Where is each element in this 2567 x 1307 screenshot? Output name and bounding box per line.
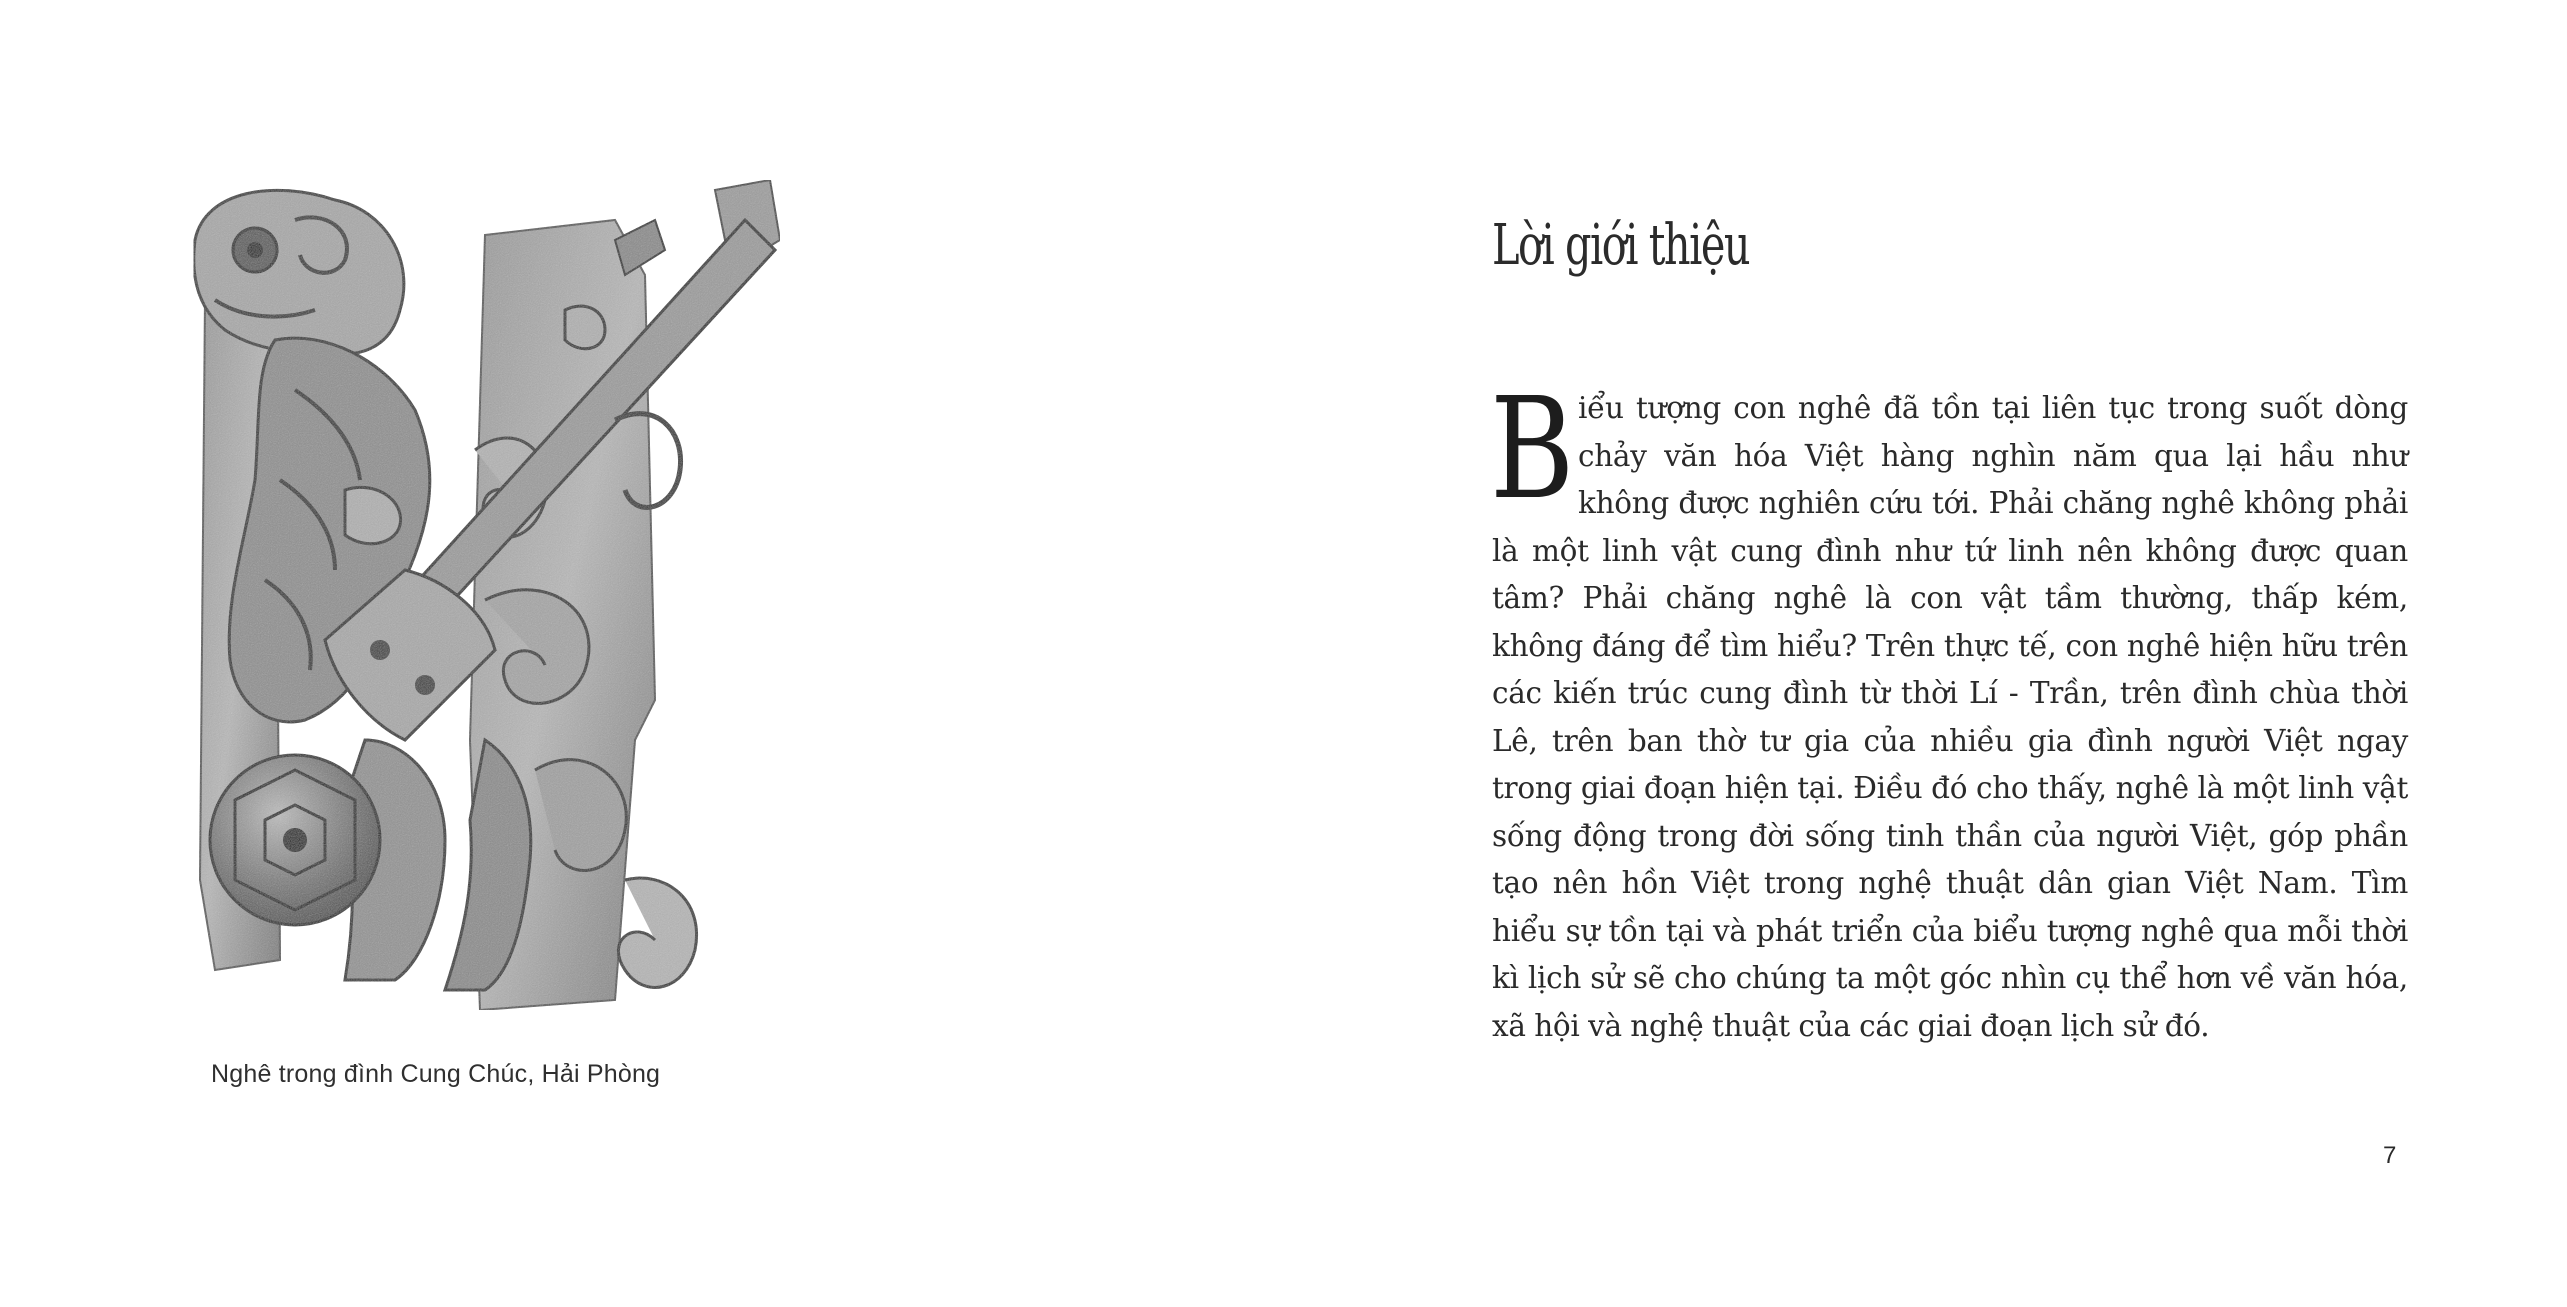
chapter-title: Lời giới thiệu: [1492, 213, 1750, 278]
illustration-caption: Nghê trong đình Cung Chúc, Hải Phòng: [211, 1060, 661, 1088]
left-page: [0, 0, 1283, 1307]
introduction-paragraph: [1490, 368, 2408, 1065]
right-page: [1283, 0, 2567, 1307]
carved-nghe-icon: [185, 180, 825, 1040]
page-number: 7: [2383, 1142, 2397, 1169]
paragraph-text: iểu tượng con nghê đã tồn tại liên tục trong suốt dòng chảy văn hóa Việt hàng nghìn năm qua lại hầu như không được nghiên cứu tới. Phải chăng nghê không phải là một linh vật cung đình như tứ linh nên không được quan tâm? Phải chăng nghê là con vật tầm thường, thấp kém, không đáng để tìm hiểu? Trên thực tế, con nghê hiện hữu trên các kiến trúc cung đình từ thời Lí - Trần, trên đình chùa thời Lê, trên ban thờ tư gia của nhiều gia đình người Việt ngay trong giai đoạn hiện tại. Điều đó cho thấy, nghê là một linh vật sống động trong đời sống tinh thần của người Việt, góp phần tạo nên hồn Việt trong nghệ thuật dân gian Việt Nam. Tìm hiểu sự tồn tại và phát triển của biểu tượng nghê qua mỗi thời kì lịch sử sẽ cho chúng ta một góc nhìn cụ thể hơn về văn hóa, xã hội và nghệ thuật của các giai đoạn lịch sử đó.: [1492, 391, 2408, 1043]
carved-nghe-illustration: [185, 180, 825, 1040]
drop-cap: B: [1490, 368, 1575, 531]
